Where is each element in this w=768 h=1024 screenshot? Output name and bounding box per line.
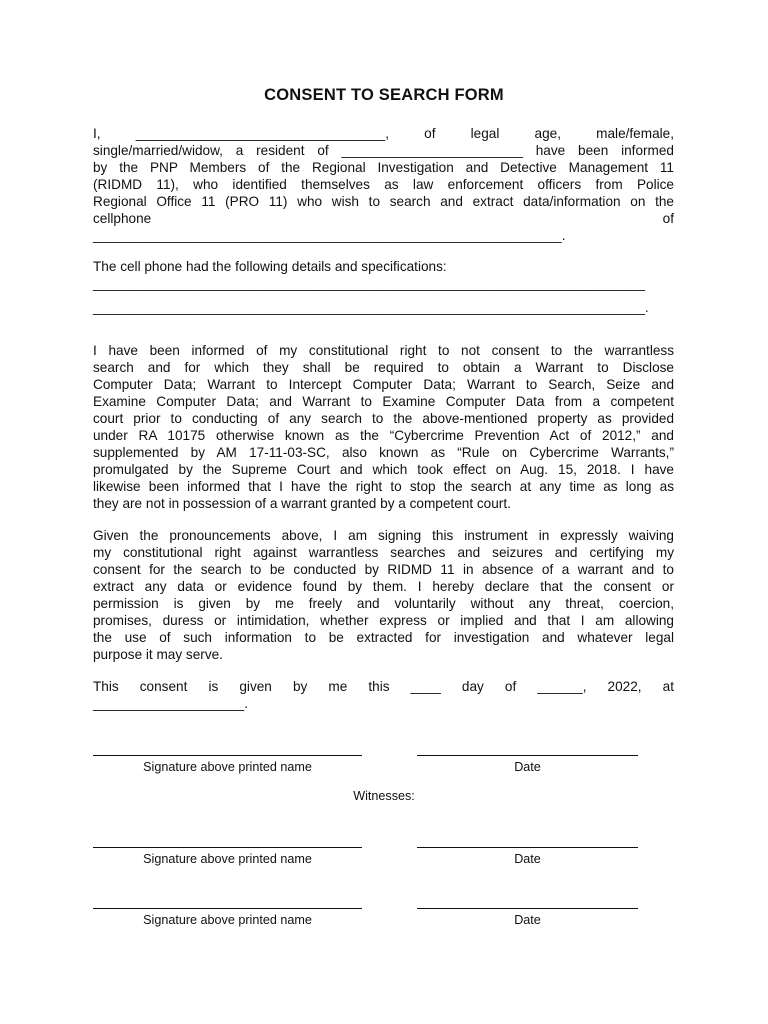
date-line: [417, 755, 638, 756]
waiver-line: extract any data or evidence found by them. I hereby declare that the consent or: [93, 579, 674, 594]
signature-label: Signature above printed name: [143, 852, 312, 866]
witness-1-signature-block: [0, 847, 768, 877]
rights-line: likewise been informed that I have the right to stop the search at any time as long as: [93, 479, 674, 494]
intro-line: Regional Office 11 (PRO 11) who wish to search and extract data/information on the: [93, 194, 674, 209]
rights-line: Examine Computer Data; and Warrant to Examine Computer Data from a competent: [93, 394, 674, 409]
consent-date-line: This consent is given by me this ____ day of ______, 2022, at: [93, 679, 674, 694]
phone-details-blank-line: _________________________________________________________________________: [93, 276, 645, 291]
intro-line: ______________________________________________________________.: [93, 228, 566, 243]
intro-line: single/married/widow, a resident of ________________________ have been informed: [93, 143, 674, 158]
rights-line: under RA 10175 otherwise known as the “Cybercrime Prevention Act of 2012,” and: [93, 428, 674, 443]
date-label: Date: [514, 760, 541, 774]
phone-details-intro: The cell phone had the following details and specifications:: [93, 259, 447, 274]
rights-line: supplemented by AM 17-11-03-SC, also known as “Rule on Cybercrime Warrants,”: [93, 445, 674, 460]
waiver-line: permission is given by me freely and voluntarily without any threat, coercion,: [93, 596, 674, 611]
rights-line: promulgated by the Supreme Court and which took effect on Aug. 15, 2018. I have: [93, 462, 674, 477]
phone-details-blank-line: _________________________________________________________________________.: [93, 300, 649, 315]
witnesses-heading: Witnesses:: [353, 789, 415, 803]
date-line: [417, 847, 638, 848]
rights-line: search and for which they shall be required to obtain a Warrant to Disclose: [93, 360, 674, 375]
rights-paragraph: [93, 342, 674, 512]
rights-line: Computer Data; Warrant to Intercept Computer Data; Warrant to Search, Seize and: [93, 377, 674, 392]
date-line: [417, 908, 638, 909]
form-title: CONSENT TO SEARCH FORM: [264, 86, 504, 104]
signature-line: [93, 755, 362, 756]
line-spacer: [93, 292, 674, 299]
date-label: Date: [514, 913, 541, 927]
rights-line: I have been informed of my constitutional right to not consent to the warrantless: [93, 343, 674, 358]
intro-paragraph: [93, 125, 674, 244]
intro-line: by the PNP Members of the Regional Investigation and Detective Management 11: [93, 160, 674, 175]
waiver-paragraph: [93, 527, 674, 663]
signature-label: Signature above printed name: [143, 913, 312, 927]
waiver-line: the use of such information to be extracted for investigation and whatever legal: [93, 630, 674, 645]
signature-label: Signature above printed name: [143, 760, 312, 774]
signature-line: [93, 847, 362, 848]
rights-line: court prior to conducting of any search to the above-mentioned property as provided: [93, 411, 674, 426]
rights-line: they are not in possession of a warrant granted by a competent court.: [93, 496, 511, 511]
phone-details-paragraph: [93, 258, 674, 316]
consent-date-line: ____________________.: [93, 696, 248, 711]
intro-line: cellphone of: [93, 211, 674, 226]
signature-line: [93, 908, 362, 909]
intro-line: (RIDMD 11), who identified themselves as law enforcement officers from Police: [93, 177, 674, 192]
date-label: Date: [514, 852, 541, 866]
witness-2-signature-block: [0, 908, 768, 938]
waiver-line: purpose it may serve.: [93, 647, 223, 662]
waiver-line: promises, duress or intimidation, whether express or implied and that I am allowing: [93, 613, 674, 628]
consenter-signature-block: [0, 755, 768, 785]
consent-date-paragraph: [93, 678, 674, 712]
intro-line: I, _________________________________, of legal age, male/female,: [93, 126, 674, 141]
waiver-line: Given the pronouncements above, I am signing this instrument in expressly waiving: [93, 528, 674, 543]
waiver-line: consent for the search to be conducted by RIDMD 11 in absence of a warrant and to: [93, 562, 674, 577]
waiver-line: my constitutional right against warrantless searches and seizures and certifying my: [93, 545, 674, 560]
